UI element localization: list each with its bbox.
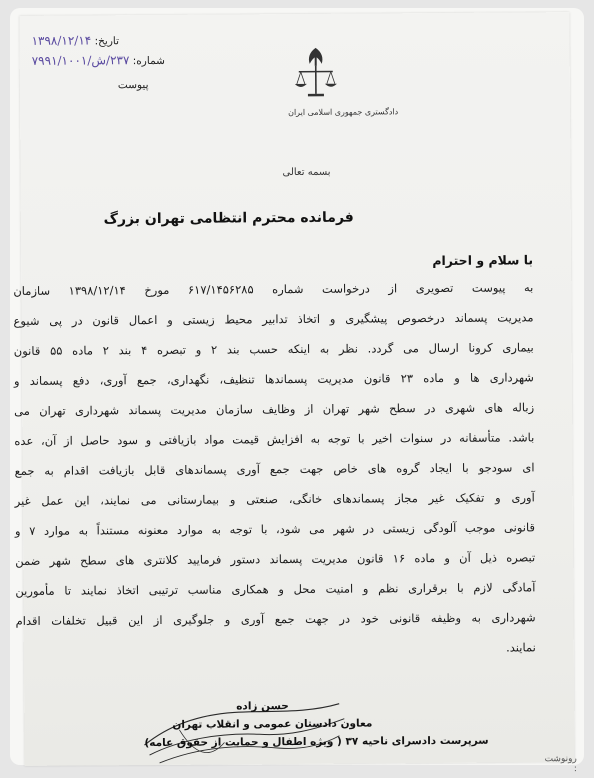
letter-sheet xyxy=(13,12,577,775)
body-line-4: شهرداری ها و ماده ۲۳ قانون مدیریت پسماندها تنظیف، نگهداری، جمع آوری، دفع پسماند و xyxy=(13,370,534,388)
basmala: بسمه تعالی xyxy=(282,166,331,179)
body-line-9: قانونی موجب آلودگی زیستی در شهر می شود، با توجه به موارد معنونه مستنداً به موارد ۷ و xyxy=(14,520,536,538)
number-field xyxy=(32,53,165,68)
body-line-6: باشد. متأسفانه در سنوات اخیر با توجه به افزایش قیمت مواد بازیافتی و سود حاصل از آن، عده xyxy=(14,430,535,448)
body-line-10: تبصره ذیل آن و ماده ۱۶ قانون مدیریت پسماند دستور فرمایید کلانتری های سطح شهر ضمن xyxy=(15,550,536,568)
iran-emblem-scales-icon xyxy=(291,44,341,104)
signer-office: سرپرست دادسرای ناحیه ۳۷ ( ویژه اطفال و حمایت از حقوق عامه) xyxy=(144,734,489,750)
addressee: فرمانده محترم انتظامی تهران بزرگ xyxy=(103,209,354,228)
greeting: با سلام و احترام xyxy=(432,252,534,269)
number-value: ۲۳۷/ش/۷۹۹۱/۱۰۰۱ xyxy=(31,53,130,68)
attachment-label: پیوست xyxy=(117,79,149,92)
emblem-org-name: دادگستری جمهوری اسلامی ایران xyxy=(288,107,399,118)
attachment-field xyxy=(118,79,149,91)
signer-name: حسن زاده xyxy=(236,700,289,713)
signer-title: معاون دادستان عمومی و انقلاب تهران xyxy=(172,717,373,731)
body-line-5: زباله های شهری در سطح شهر تهران از وظایف سازمان مدیریت پسماند شهرداری تهران می xyxy=(14,400,535,418)
body-line-2: مدیریت پسماند درخصوص پیشگیری و اتخاذ تدابیر محیط زیستی و اعمال قانون در پی شیوع xyxy=(13,310,534,328)
body-line-7: ای سودجو با ایجاد گروه های خاص جهت جمع آوری پسماندهای قابل بازیافت اقدام به جمع xyxy=(14,460,535,478)
body-line-11: آمادگی لازم با برقراری نظم و امنیت محل و همکاری مناسب ترتیبی اتخاذ نمایند تا مأمورین xyxy=(15,580,536,598)
body-line-12: شهرداری به وظیفه قانونی خود در جهت جمع آوری و جلوگیری از این قبیل تخلفات اقدام xyxy=(15,610,536,628)
cc-label: رونوشت : xyxy=(544,754,577,775)
body-line-13: نمایند. xyxy=(506,640,536,655)
date-field xyxy=(32,33,120,48)
body-line-3: بیماری کرونا ارسال می گردد. نظر به اینکه حسب بند ۲ و تبصره ۴ بند ۲ ماده ۵۵ قانون xyxy=(13,340,534,358)
number-label: شماره: xyxy=(132,54,165,68)
body-line-8: آوری و تفکیک غیر مجاز پسماندهای خانگی، صنعتی و بیمارستانی می نمایند، این عمل غیر xyxy=(14,490,535,508)
body-line-1: به پیوست تصویری از درخواست شماره ۶۱۷/۱۴۵۶۲۸۵ مورخ ۱۳۹۸/۱۲/۱۴ سازمان xyxy=(13,280,534,298)
date-value: ۱۳۹۸/۱۲/۱۴ xyxy=(31,33,92,48)
date-label: تاریخ: xyxy=(94,35,120,48)
